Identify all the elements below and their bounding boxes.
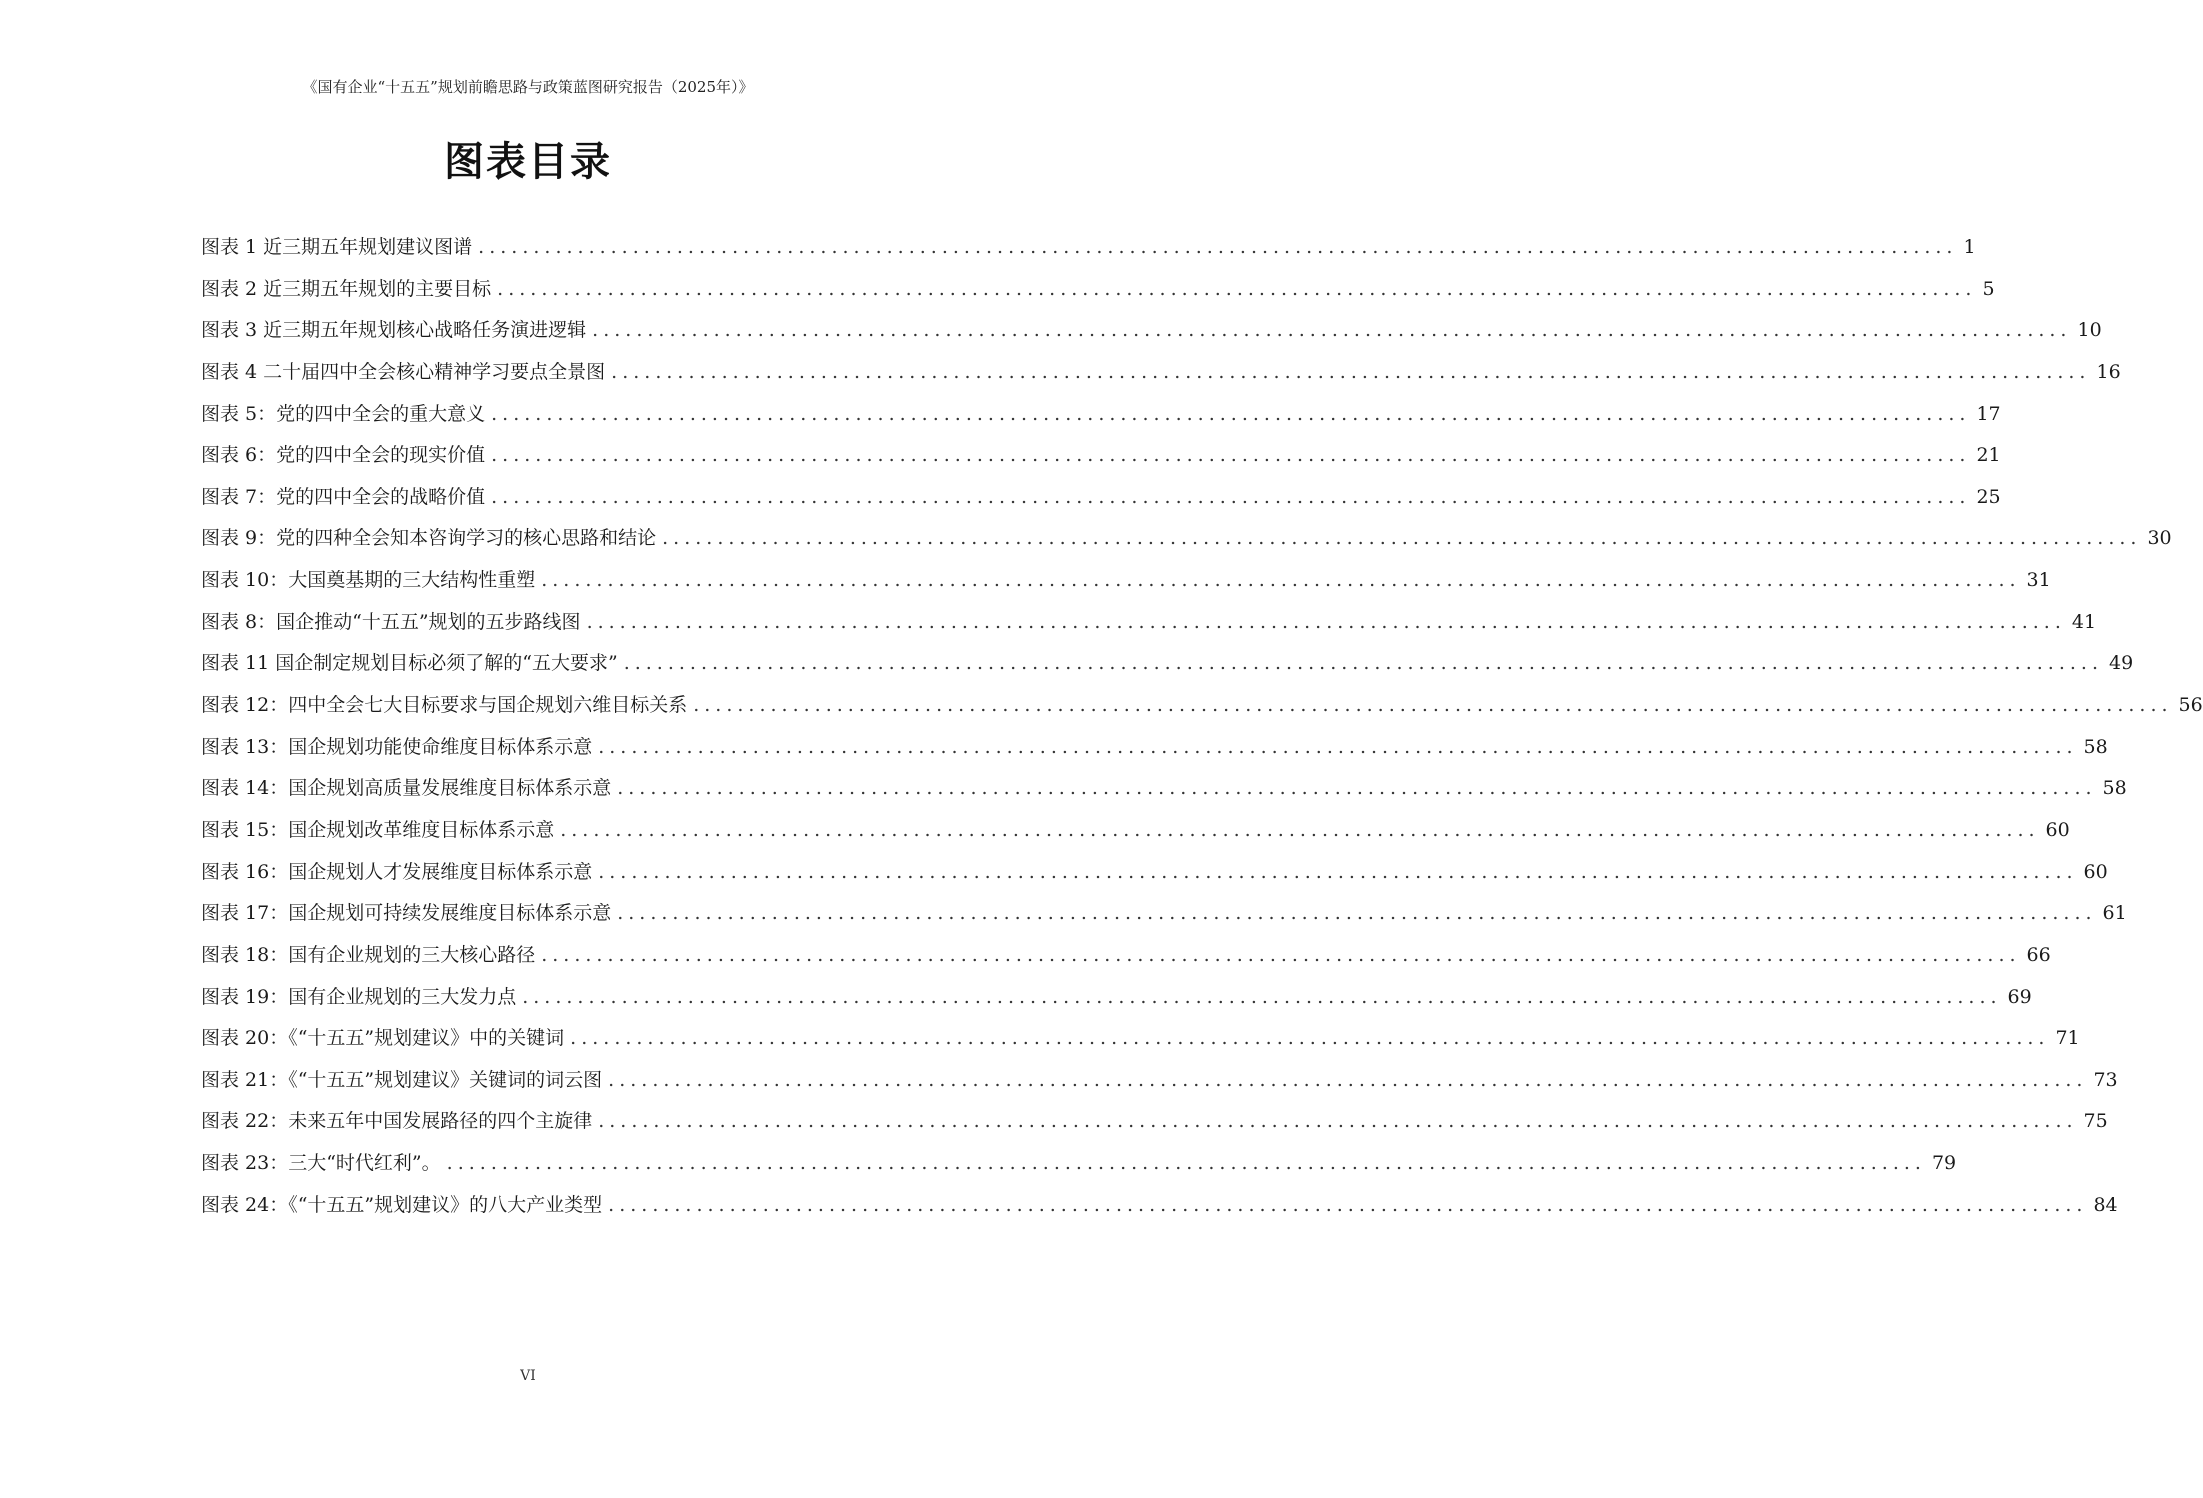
toc-entry-label: 图表 6：党的四中全会的现实价值 xyxy=(201,444,486,467)
toc-entry-label: 图表 19：国有企业规划的三大发力点 xyxy=(201,985,517,1008)
toc-entry[interactable] xyxy=(201,602,2097,644)
toc-entry-page: 66 xyxy=(2026,943,2051,966)
toc-entry-label: 图表 22：未来五年中国发展路径的四个主旋律 xyxy=(201,1110,593,1133)
toc-entry[interactable] xyxy=(201,310,2102,352)
toc-entry-label: 图表 21：《“十五五”规划建议》关键词的词云图 xyxy=(201,1068,603,1091)
toc-entry[interactable] xyxy=(201,1185,2118,1227)
toc-leader-dots: ...................................................................................................................................... xyxy=(586,610,2066,633)
toc-entry-label: 图表 7：党的四中全会的战略价值 xyxy=(201,485,486,508)
toc-entry-label: 图表 2 近三期五年规划的主要目标 xyxy=(201,277,492,300)
toc-entry-label: 图表 5：党的四中全会的重大意义 xyxy=(201,402,486,425)
toc-leader-dots: ...................................................................................................................................... xyxy=(541,569,2021,592)
toc-entry[interactable] xyxy=(201,394,2001,436)
toc-entry-label: 图表 1 近三期五年规划建议图谱 xyxy=(201,236,473,258)
toc-leader-dots: ...................................................................................................................................... xyxy=(617,902,2097,925)
toc-entry[interactable] xyxy=(201,352,2121,394)
toc-entry-page: 69 xyxy=(2007,985,2032,1008)
toc-leader-dots: ...................................................................................................................................... xyxy=(522,985,2002,1008)
toc-entry[interactable] xyxy=(201,768,2127,810)
toc-entry-page: 60 xyxy=(2083,860,2108,883)
toc-entry-label: 图表 13：国企规划功能使命维度目标体系示意 xyxy=(201,735,593,758)
toc-entry[interactable] xyxy=(201,810,2070,852)
toc-entry-label: 图表 15：国企规划改革维度目标体系示意 xyxy=(201,818,555,841)
toc-entry-page: 79 xyxy=(1931,1152,1957,1175)
toc-entry-label: 图表 10：大国奠基期的三大结构性重塑 xyxy=(201,569,536,592)
toc-entry-page: 17 xyxy=(1976,402,2001,425)
page-title: 图表目录 xyxy=(444,139,612,185)
toc-entry-label: 图表 3 近三期五年规划核心战略任务演进逻辑 xyxy=(201,319,587,342)
toc-entry-page: 58 xyxy=(2102,777,2127,800)
toc-leader-dots: ...................................................................................................................................... xyxy=(623,652,2103,675)
table-of-figures xyxy=(201,227,2203,1226)
toc-entry-page: 30 xyxy=(2147,527,2172,550)
toc-leader-dots: ...................................................................................................................................... xyxy=(541,943,2021,966)
toc-leader-dots: ...................................................................................................................................... xyxy=(598,735,2078,758)
toc-leader-dots: ...................................................................................................................................... xyxy=(497,277,1977,300)
toc-entry[interactable] xyxy=(201,227,1976,269)
toc-entry-page: 5 xyxy=(1982,277,1995,300)
toc-leader-dots: ...................................................................................................................................... xyxy=(598,1110,2078,1133)
toc-leader-dots: ...................................................................................................................................... xyxy=(611,360,2091,383)
toc-entry-page: 75 xyxy=(2083,1110,2108,1133)
toc-entry[interactable] xyxy=(201,1018,2080,1060)
toc-leader-dots: ...................................................................................................................................... xyxy=(693,694,2173,717)
toc-leader-dots: ...................................................................................................................................... xyxy=(608,1068,2088,1091)
toc-entry-page: 1 xyxy=(1963,236,1976,258)
toc-entry-label: 图表 14：国企规划高质量发展维度目标体系示意 xyxy=(201,777,612,800)
toc-leader-dots: ...................................................................................................................................... xyxy=(598,860,2078,883)
toc-entry-page: 41 xyxy=(2071,610,2097,633)
toc-entry-page: 56 xyxy=(2178,694,2203,717)
toc-leader-dots: ...................................................................................................................................... xyxy=(491,485,1971,508)
toc-entry-page: 21 xyxy=(1976,444,2001,467)
toc-entry-page: 31 xyxy=(2026,569,2051,592)
toc-leader-dots: ...................................................................................................................................... xyxy=(608,1193,2088,1216)
toc-leader-dots: ...................................................................................................................................... xyxy=(491,444,1971,467)
toc-entry[interactable] xyxy=(201,852,2108,894)
running-header: 《国有企业“十五五”规划前瞻思路与政策蓝图研究报告（2025年）》 xyxy=(302,78,754,96)
toc-leader-dots: ...................................................................................................................................... xyxy=(560,818,2040,841)
toc-entry-label: 图表 23：三大“时代红利”。 xyxy=(201,1152,441,1175)
toc-entry-label: 图表 8：国企推动“十五五”规划的五步路线图 xyxy=(201,610,581,633)
toc-entry-page: 49 xyxy=(2109,652,2134,675)
toc-entry[interactable] xyxy=(201,269,1995,311)
toc-entry[interactable] xyxy=(201,685,2203,727)
toc-entry[interactable] xyxy=(201,518,2172,560)
toc-entry[interactable] xyxy=(201,560,2051,602)
toc-leader-dots: ...................................................................................................................................... xyxy=(592,319,2072,342)
toc-leader-dots: ...................................................................................................................................... xyxy=(491,402,1971,425)
toc-entry-label: 图表 24：《“十五五”规划建议》的八大产业类型 xyxy=(201,1193,603,1216)
toc-entry-page: 84 xyxy=(2093,1193,2118,1216)
toc-entry[interactable] xyxy=(201,935,2051,977)
toc-leader-dots: ...................................................................................................................................... xyxy=(446,1152,1926,1175)
toc-entry[interactable] xyxy=(201,1143,1957,1185)
toc-entry-page: 73 xyxy=(2093,1068,2118,1091)
toc-entry-label: 图表 11 国企制定规划目标必须了解的“五大要求” xyxy=(201,652,618,675)
toc-entry-label: 图表 18：国有企业规划的三大核心路径 xyxy=(201,943,536,966)
toc-entry-label: 图表 20：《“十五五”规划建议》中的关键词 xyxy=(201,1027,565,1050)
toc-entry[interactable] xyxy=(201,643,2134,685)
toc-entry-page: 58 xyxy=(2083,735,2108,758)
toc-leader-dots: ...................................................................................................................................... xyxy=(478,236,1958,258)
toc-entry[interactable] xyxy=(201,477,2001,519)
toc-entry-page: 60 xyxy=(2045,818,2070,841)
toc-entry-label: 图表 9：党的四种全会知本咨询学习的核心思路和结论 xyxy=(201,527,657,550)
toc-entry-label: 图表 12：四中全会七大目标要求与国企规划六维目标关系 xyxy=(201,694,688,717)
toc-entry-label: 图表 4 二十届四中全会核心精神学习要点全景图 xyxy=(201,360,606,383)
toc-entry[interactable] xyxy=(201,977,2032,1019)
toc-entry-page: 25 xyxy=(1976,485,2001,508)
toc-entry[interactable] xyxy=(201,1101,2108,1143)
toc-entry-label: 图表 16：国企规划人才发展维度目标体系示意 xyxy=(201,860,593,883)
toc-entry-page: 16 xyxy=(2096,360,2121,383)
toc-entry-page: 61 xyxy=(2102,902,2127,925)
toc-entry[interactable] xyxy=(201,1060,2118,1102)
toc-entry-page: 10 xyxy=(2077,319,2102,342)
toc-entry[interactable] xyxy=(201,435,2001,477)
toc-leader-dots: ...................................................................................................................................... xyxy=(617,777,2097,800)
toc-entry-label: 图表 17：国企规划可持续发展维度目标体系示意 xyxy=(201,902,612,925)
page-number: VI xyxy=(520,1368,536,1384)
toc-entry[interactable] xyxy=(201,727,2108,769)
toc-entry-page: 71 xyxy=(2055,1027,2080,1050)
toc-leader-dots: ...................................................................................................................................... xyxy=(662,527,2142,550)
toc-entry[interactable] xyxy=(201,893,2127,935)
toc-leader-dots: ...................................................................................................................................... xyxy=(570,1027,2050,1050)
